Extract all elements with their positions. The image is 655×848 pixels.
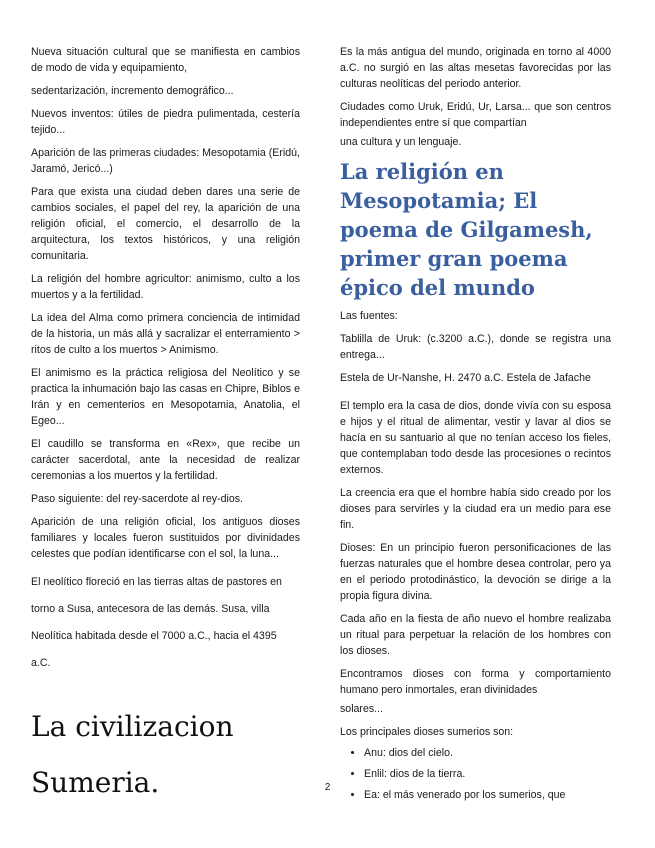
paragraph: solares... xyxy=(340,703,383,715)
paragraph: una cultura y un lenguaje. xyxy=(340,136,462,148)
paragraph: Cada año en la fiesta de año nuevo el hombre realizaba un ritual para perpetuar la relación de los hombres con los dioses. xyxy=(340,613,611,657)
paragraph: Es la más antigua del mundo, originada en torno al 4000 a.C. no surgió en las altas mesetas favorecidas por las culturas neolíticas del periodo anterior. xyxy=(340,46,611,90)
paragraph: Los principales dioses sumerios son: xyxy=(340,726,514,738)
paragraph: a.C. xyxy=(31,657,51,669)
list-item: • Anu: dios del cielo. xyxy=(364,743,611,764)
paragraph: Ciudades como Uruk, Eridú, Ur, Larsa... que son centros independientes entre sí que compartían xyxy=(340,101,611,129)
left-column xyxy=(31,44,300,811)
paragraph: El neolítico floreció en las tierras altas de pastores en xyxy=(31,576,282,588)
page-number: 2 xyxy=(324,782,331,793)
paragraph: Las fuentes: xyxy=(340,310,398,322)
section-heading-religion: La religión en Mesopotamia; El poema de Gilgamesh, primer gran poema épico del mundo xyxy=(340,159,593,300)
paragraph: La creencia era que el hombre había sido creado por los dioses para servirles y la ciudad era un medio para ese fin. xyxy=(340,487,611,531)
paragraph: sedentarización, incremento demográfico... xyxy=(31,85,234,97)
gods-list xyxy=(340,743,611,806)
right-column xyxy=(340,44,611,806)
paragraph: Dioses: En un principio fueron personificaciones de las fuerzas naturales que el hombre desea controlar, pero ya en el periodo protodinástico, la devoción se dirige a la propia figura divina. xyxy=(340,542,611,602)
paragraph: Paso siguiente: del rey-sacerdote al rey-dios. xyxy=(31,493,243,505)
section-heading-sumeria: La civilizacion Sumeria. xyxy=(31,710,234,799)
list-item: • Enlil: dios de la tierra. xyxy=(364,764,611,785)
paragraph: Aparición de una religión oficial, los antiguos dioses familiares y locales fueron sustituidos por divinidades celestes que podían identificarse con el sol, la luna... xyxy=(31,516,300,560)
paragraph: El caudillo se transforma en «Rex», que recibe un carácter sacerdotal, ante la necesidad de realizar ceremonias a los muertos y la fertilidad. xyxy=(31,438,300,482)
paragraph: torno a Susa, antecesora de las demás. Susa, villa xyxy=(31,603,270,615)
paragraph: Tablilla de Uruk: (c.3200 a.C.), donde se registra una entrega... xyxy=(340,333,611,361)
paragraph: La idea del Alma como primera conciencia de intimidad de la historia, un más allá y sacralizar el enterramiento > ritos de culto a los muertos > Animismo. xyxy=(31,312,300,356)
paragraph: Para que exista una ciudad deben dares una serie de cambios sociales, el papel del rey, la aparición de una religión oficial, el comercio, el desarrollo de la arquitectura, los textos históricos, y una religión comunitaria. xyxy=(31,186,300,262)
paragraph: Estela de Ur-Nanshe, H. 2470 a.C. Estela de Jafache xyxy=(340,372,591,384)
paragraph: Neolítica habitada desde el 7000 a.C., hacia el 4395 xyxy=(31,630,277,642)
paragraph: Nueva situación cultural que se manifiesta en cambios de modo de vida y equipamiento, xyxy=(31,46,300,74)
paragraph: Encontramos dioses con forma y comportamiento humano pero inmortales, eran divinidades xyxy=(340,668,611,696)
list-item: • Ea: el más venerado por los sumerios, que xyxy=(364,785,611,806)
paragraph: Nuevos inventos: útiles de piedra pulimentada, cestería tejido... xyxy=(31,108,300,136)
paragraph: La religión del hombre agricultor: animismo, culto a los muertos y a la fertilidad. xyxy=(31,273,300,301)
paragraph: Aparición de las primeras ciudades: Mesopotamia (Eridú, Jaramó, Jericó...) xyxy=(31,147,300,175)
paragraph: El animismo es la práctica religiosa del Neolítico y se practica la inhumación bajo las casas en Chipre, Biblos e Irán y en cementerios en Mesopotamia, Anatolia, el Egeo... xyxy=(31,367,300,427)
paragraph: El templo era la casa de dios, donde vivía con su esposa e hijos y el ritual de alimentar, vestir y lavar al dios se hacía en su santuario al que no tenían acceso los fieles, que contemplaban todo desde las procesiones o recintos externos. xyxy=(340,400,611,476)
